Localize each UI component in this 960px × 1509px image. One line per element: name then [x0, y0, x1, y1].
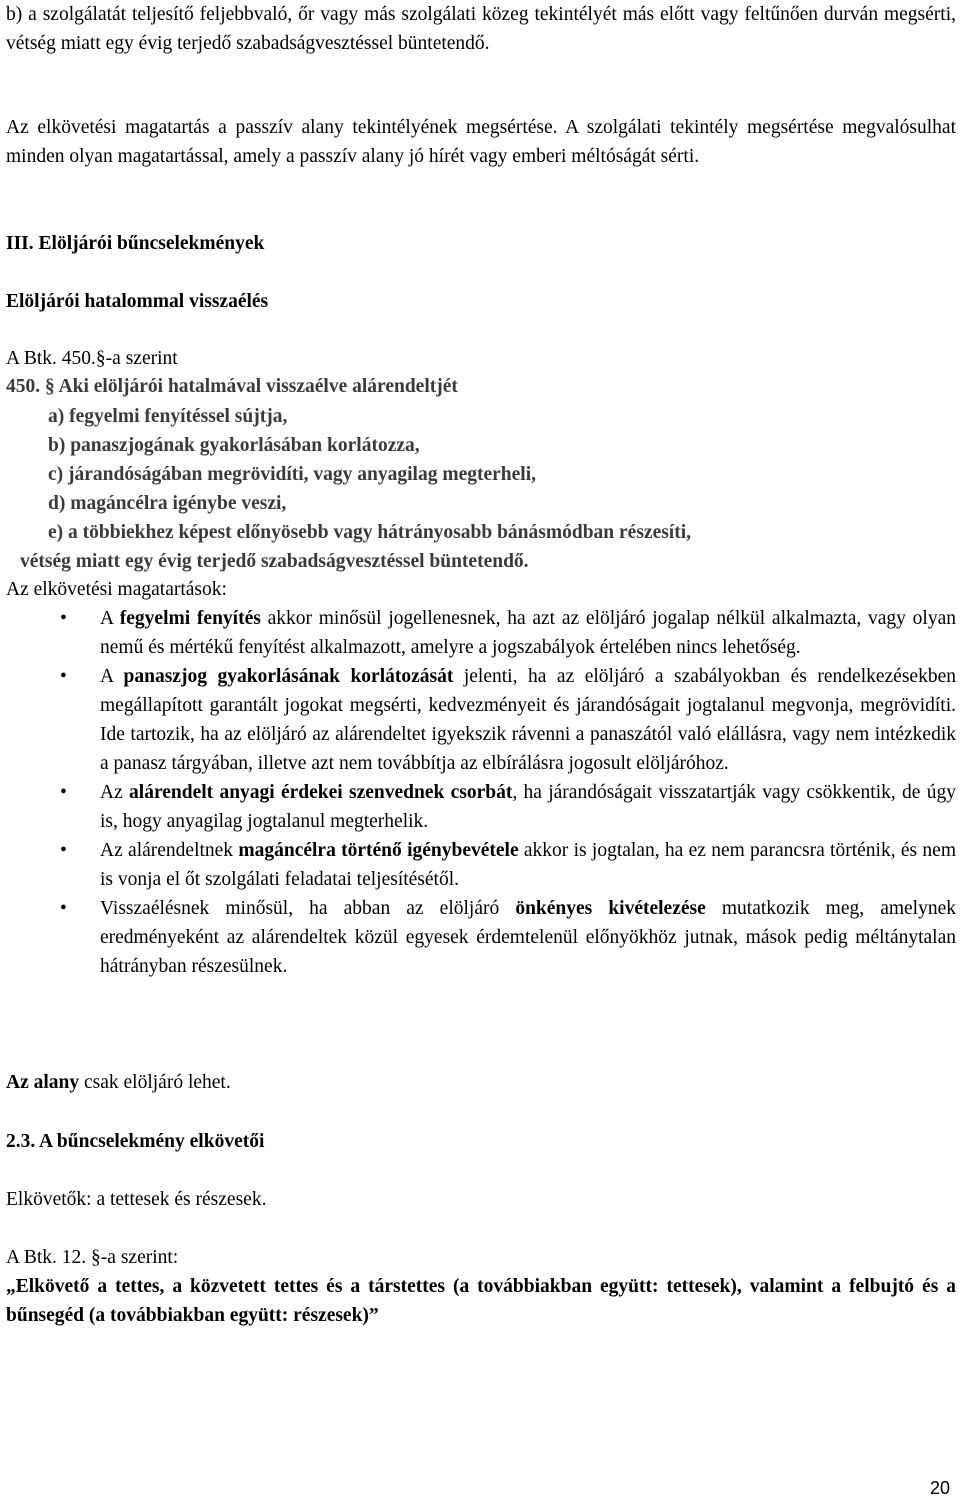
bullet-icon: • — [60, 608, 67, 629]
list-item: • Visszaélésnek minősül, ha abban az elöljáró önkényes kivételezése mutatkozik meg, amelynek eredményeként az alárendeltek közül egyesek érdemtelenül előnyökhöz jutnak, mások pedig méltánytalan hátrányban részesülnek. — [0, 894, 956, 981]
conducts-heading: Az elkövetési magatartások: — [6, 579, 227, 600]
law-item-a: a) fegyelmi fenyítéssel sújtja, — [48, 406, 288, 427]
law-lead: 450. § Aki elöljárói hatalmával visszaélve alárendeltjét — [6, 376, 458, 397]
section-heading: III. Elöljárói bűncselekmények — [6, 233, 265, 254]
intro-b-paragraph: b) a szolgálatát teljesítő feljebbvaló, őr vagy más szolgálati közeg tekintélyét más előtt vagy feltűnően durván megsérti, vétség miatt egy évig terjedő szabadságvesztéssel büntetendő. — [6, 4, 956, 54]
intro-paragraph: Az elkövetési magatartás a passzív alany tekintélyének megsértése. A szolgálati tekintély megsértése megvalósulhat minden olyan magatartással, amely a passzív alany jó hírét vagy emberi méltóságát sérti. — [6, 117, 956, 167]
btk-12-reference: A Btk. 12. §-a szerint: — [6, 1247, 179, 1268]
subsection-heading: Elöljárói hatalommal visszaélés — [6, 291, 269, 312]
law-item-e: e) a többiekhez képest előnyösebb vagy hátrányosabb bánásmódban részesíti, — [48, 522, 692, 543]
law-sanction: vétség miatt egy évig terjedő szabadságvesztéssel büntetendő. — [20, 551, 529, 572]
law-item-c: c) járandóságában megrövidíti, vagy anyagilag megterheli, — [48, 464, 537, 485]
perpetrators-text: Elkövetők: a tettesek és részesek. — [6, 1189, 267, 1210]
section-2-3-heading: 2.3. A bűncselekmény elkövetői — [6, 1131, 265, 1152]
page-number: 20 — [929, 1478, 950, 1498]
list-item: • A fegyelmi fenyítés akkor minősül jogellenesnek, ha azt az elöljáró jogalap nélkül alkalmazta, vagy olyan nemű és mértékű fenyítést alkalmazott, amelyre a jogszabályok értelében nincs lehetőség. — [0, 604, 956, 662]
list-item: • Az alárendelt anyagi érdekei szenvednek csorbát, ha járandóságait visszatartják vagy csökkentik, de úgy is, hogy anyagilag jogtalanul megterhelik. — [0, 778, 956, 836]
law-item-d: d) magáncélra igénybe veszi, — [48, 493, 287, 514]
law-reference: A Btk. 450.§-a szerint — [6, 348, 178, 369]
list-item: • A panaszjog gyakorlásának korlátozását jelenti, ha az elöljáró a szabályokban és rendelkezésekben megállapított garantált jogokat megsérti, kedvezményeit és járandóságait jogtalanul megvonja, megrövidíti. Ide tartozik, ha az elöljáró az alárendeltet igyekszik rávenni a panaszától való elállásra, vagy nem intézkedik a panasz tárgyában, illetve azt nem továbbítja az elbírálásra jogosult elöljáróhoz. — [0, 662, 956, 778]
bullet-icon: • — [60, 782, 67, 803]
btk-12-quote: „Elkövető a tettes, a közvetett tettes és a társtettes (a továbbiakban együtt: tettesek), valamint a felbujtó és a bűnsegéd (a továbbiakban együtt: részesek)” — [6, 1276, 956, 1326]
law-item-b: b) panaszjogának gyakorlásában korlátozza, — [48, 435, 420, 456]
bullet-icon: • — [60, 898, 67, 919]
bullet-icon: • — [60, 840, 67, 861]
conducts-list — [0, 604, 956, 981]
subject-line: Az alany csak elöljáró lehet. — [6, 1072, 231, 1093]
bullet-icon: • — [60, 666, 67, 687]
list-item: • Az alárendeltnek magáncélra történő igénybevétele akkor is jogtalan, ha ez nem parancsra történik, és nem is vonja el őt szolgálati feladatai teljesítésétől. — [0, 836, 956, 894]
